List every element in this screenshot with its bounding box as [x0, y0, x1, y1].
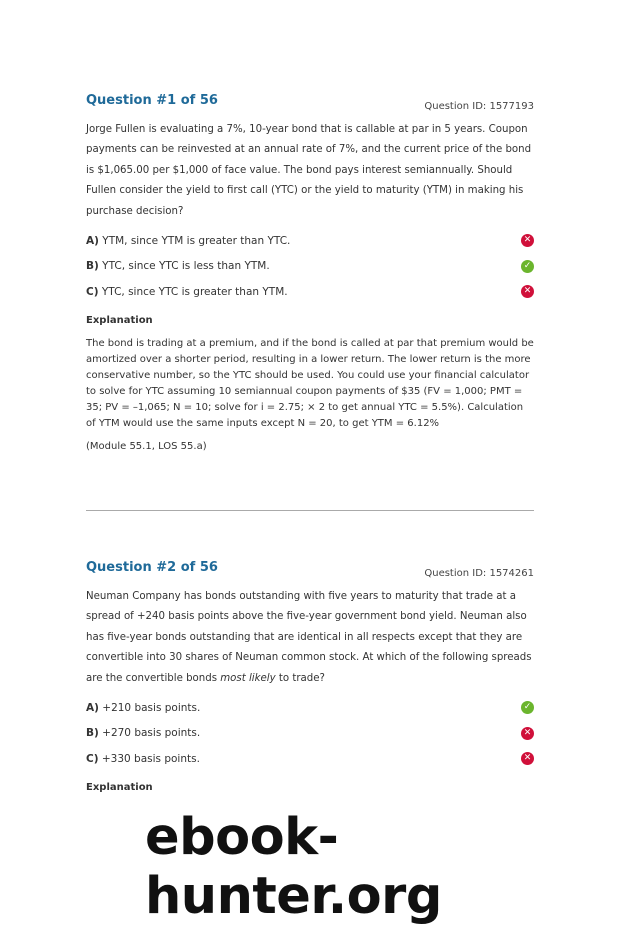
question-2: [86, 555, 534, 793]
reference: (Module 55.1, LOS 55.a): [86, 441, 207, 453]
option-letter: C): [86, 752, 99, 765]
question-stem: Jorge Fullen is evaluating a 7%, 10-year bond that is callable at par in 5 years. Coupon payments can be reinvested at an annual rate of 7%, and the current price of the bond is $1,065.00 per $1,000 of face value. The bond pays interest semiannually. Should Fullen consider the yield to first call (YTC) or the yield to maturity (YTM) in making his purchase decision?: [86, 124, 532, 217]
answer-option-c: [86, 279, 534, 305]
question-stem: [86, 587, 534, 689]
explanation-heading: Explanation: [86, 314, 153, 326]
x-circle-icon: ✕: [521, 234, 534, 247]
x-circle-icon: ✕: [521, 752, 534, 765]
stem-emphasis: most likely: [220, 672, 276, 684]
stem-text: Neuman Company has bonds outstanding with five years to maturity that trade at a spread of +240 basis points above the five-year government bond yield. Neuman also has five-year bonds outstanding that are identical in all respects except that they are convertible into 30 shares of Neuman common stock. At which of the following spreads are the convertible bonds: [86, 591, 532, 684]
check-circle-icon: ✓: [521, 701, 534, 714]
option-letter: A): [86, 234, 99, 247]
question-title: Question #1 of 56: [86, 93, 218, 108]
option-letter: B): [86, 727, 99, 740]
answer-option-b: [86, 721, 534, 747]
option-text: +270 basis points.: [98, 727, 201, 740]
answer-option-c: [86, 746, 534, 772]
check-circle-icon: ✓: [521, 260, 534, 273]
option-letter: B): [86, 260, 99, 273]
question-id: Question ID: 1574261: [424, 568, 534, 579]
x-circle-icon: ✕: [521, 285, 534, 298]
option-text: +330 basis points.: [98, 752, 200, 765]
answer-option-a: [86, 228, 534, 254]
watermark: ebook-hunter.org: [145, 808, 442, 926]
option-text: YTM, since YTM is greater than YTC.: [98, 234, 291, 247]
answer-option-a: [86, 695, 534, 721]
question-title: Question #2 of 56: [86, 560, 218, 575]
explanation-text: The bond is trading at a premium, and if the bond is called at par that premium would be amortized over a shorter period, resulting in a lower return. The lower return is the more conservative number, so the YTC should be used. You could use your financial calculator to solve for YTC assuming 10 semiannual coupon payments of $35 (FV = 1,000; PMT = 35; PV = –1,065; N = 10; solve for i = 2.75; × 2 to get annual YTC = 5.5%). Calculation of YTM would use the same inputs except N = 20, to get YTM = 6.12%: [86, 337, 534, 429]
x-circle-icon: ✕: [521, 727, 534, 740]
option-text: YTC, since YTC is less than YTM.: [98, 260, 270, 273]
stem-text: to trade?: [275, 672, 325, 684]
question-1: [86, 88, 534, 452]
question-id: Question ID: 1577193: [424, 101, 534, 112]
option-letter: C): [86, 285, 99, 298]
divider: [86, 510, 534, 511]
explanation-heading: Explanation: [86, 781, 153, 793]
option-text: YTC, since YTC is greater than YTM.: [98, 285, 288, 298]
option-letter: A): [86, 701, 99, 714]
answer-option-b: [86, 254, 534, 280]
option-text: +210 basis points.: [98, 701, 201, 714]
